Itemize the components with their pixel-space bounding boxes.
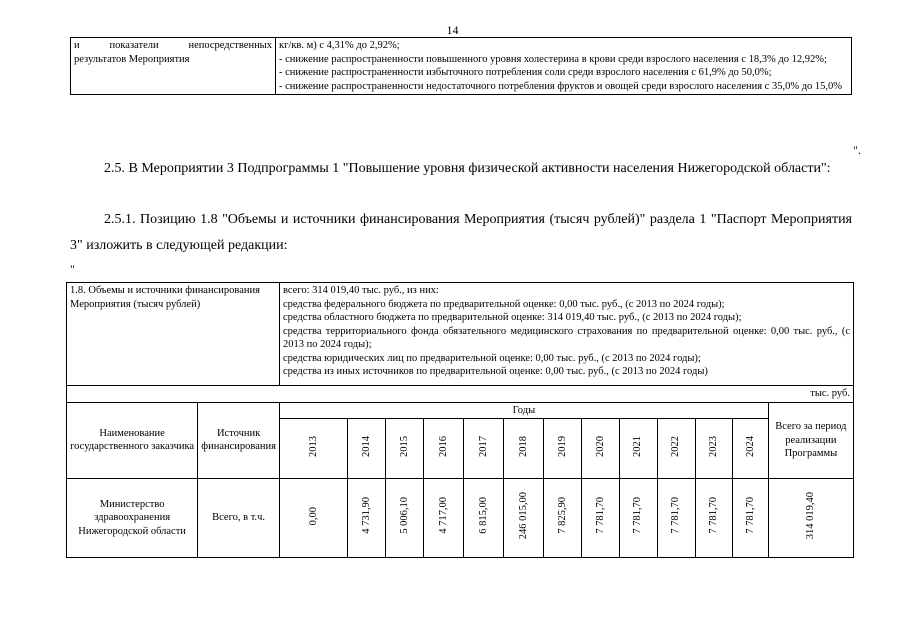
indicator-line: - снижение распространенности недостаточного потребления фруктов и овощей среди взрослого населения с 35,0% до 15,0% [279, 80, 843, 92]
header-years: Годы [280, 402, 769, 419]
indicators-table [70, 37, 852, 95]
indicator-line: кг/кв. м) с 4,31% до 2,92%; [279, 40, 400, 51]
year-cell: 2022 [657, 419, 695, 479]
closing-quote: ". [853, 143, 861, 157]
paragraph-2-5: 2.5. В Мероприятии 3 Подпрограммы 1 "Повышение уровня физической активности населения Нижегородской области": [104, 161, 831, 176]
value-cell: 4 731,90 [348, 479, 386, 558]
year-cell: 2013 [280, 419, 348, 479]
value-cell: 7 825,90 [544, 479, 582, 558]
year-cell: 2019 [544, 419, 582, 479]
value-cell: 7 781,70 [619, 479, 657, 558]
value-cell: 7 781,70 [732, 479, 768, 558]
indicator-line: - снижение распространенности повышенного уровня холестерина в крови среди взрослого населения с 18,3% до 12,92%; [279, 53, 827, 65]
finance-position-label: 1.8. Объемы и источники финансирования Мероприятия (тысяч рублей) [67, 283, 280, 386]
finance-table [66, 282, 854, 558]
paragraph-2-5-1: 2.5.1. Позицию 1.8 "Объемы и источники финансирования Мероприятия (тысяч рублей)" раздела 1 "Паспорт Мероприятия 3" изложить в следующей редакции: [70, 212, 852, 253]
year-cell: 2020 [582, 419, 619, 479]
summary-line: средства территориального фонда обязательного медицинского страхования по предварительной оценке: 0,00 тыс. руб., (с 2013 по 2024 годы); [283, 325, 850, 350]
row-source: Всего, в т.ч. [198, 479, 280, 558]
value-cell: 6 815,00 [464, 479, 504, 558]
year-cell: 2014 [348, 419, 386, 479]
indicators-label: и показатели непосредственных результатов Мероприятия [71, 38, 276, 95]
page-number: 14 [446, 23, 459, 37]
year-cell: 2017 [464, 419, 504, 479]
summary-line: всего: 314 019,40 тыс. руб., из них: [283, 285, 439, 296]
finance-summary [280, 283, 854, 386]
unit-label: тыс. руб. [67, 386, 854, 403]
summary-line: средства юридических лиц по предварительной оценке: 0,00 тыс. руб., (с 2013 по 2024 годы); [283, 352, 701, 364]
value-cell: 5 006,10 [386, 479, 424, 558]
value-cell: 7 781,70 [695, 479, 732, 558]
row-customer: Министерство здравоохранения Нижегородской области [67, 479, 198, 558]
year-cell: 2024 [732, 419, 768, 479]
value-cell: 7 781,70 [657, 479, 695, 558]
value-cell: 246 015,00 [504, 479, 544, 558]
year-cell: 2021 [619, 419, 657, 479]
year-cell: 2023 [695, 419, 732, 479]
total-cell: 314 019,40 [768, 479, 853, 558]
value-cell: 0,00 [280, 479, 348, 558]
summary-line: средства федерального бюджета по предварительной оценке: 0,00 тыс. руб., (с 2013 по 2024 годы); [283, 298, 725, 310]
opening-quote: " [70, 262, 75, 276]
summary-line: средства областного бюджета по предварительной оценке: 314 019,40 тыс. руб., (с 2013 по 2024 годы); [283, 312, 742, 323]
indicator-line: - снижение распространенности избыточного потребления соли среди взрослого населения с 61,9% до 50,0%; [279, 67, 772, 78]
header-total: Всего за период реализации Программы [768, 402, 853, 479]
value-cell: 7 781,70 [582, 479, 619, 558]
value-cell: 4 717,00 [424, 479, 464, 558]
year-cell: 2018 [504, 419, 544, 479]
summary-line: средства из иных источников по предварительной оценке: 0,00 тыс. руб., (с 2013 по 2024 годы) [283, 366, 708, 377]
year-cell: 2015 [386, 419, 424, 479]
header-source: Источник финансирования [198, 402, 280, 479]
header-customer: Наименование государственного заказчика [67, 402, 198, 479]
indicators-values [276, 38, 852, 95]
year-cell: 2016 [424, 419, 464, 479]
